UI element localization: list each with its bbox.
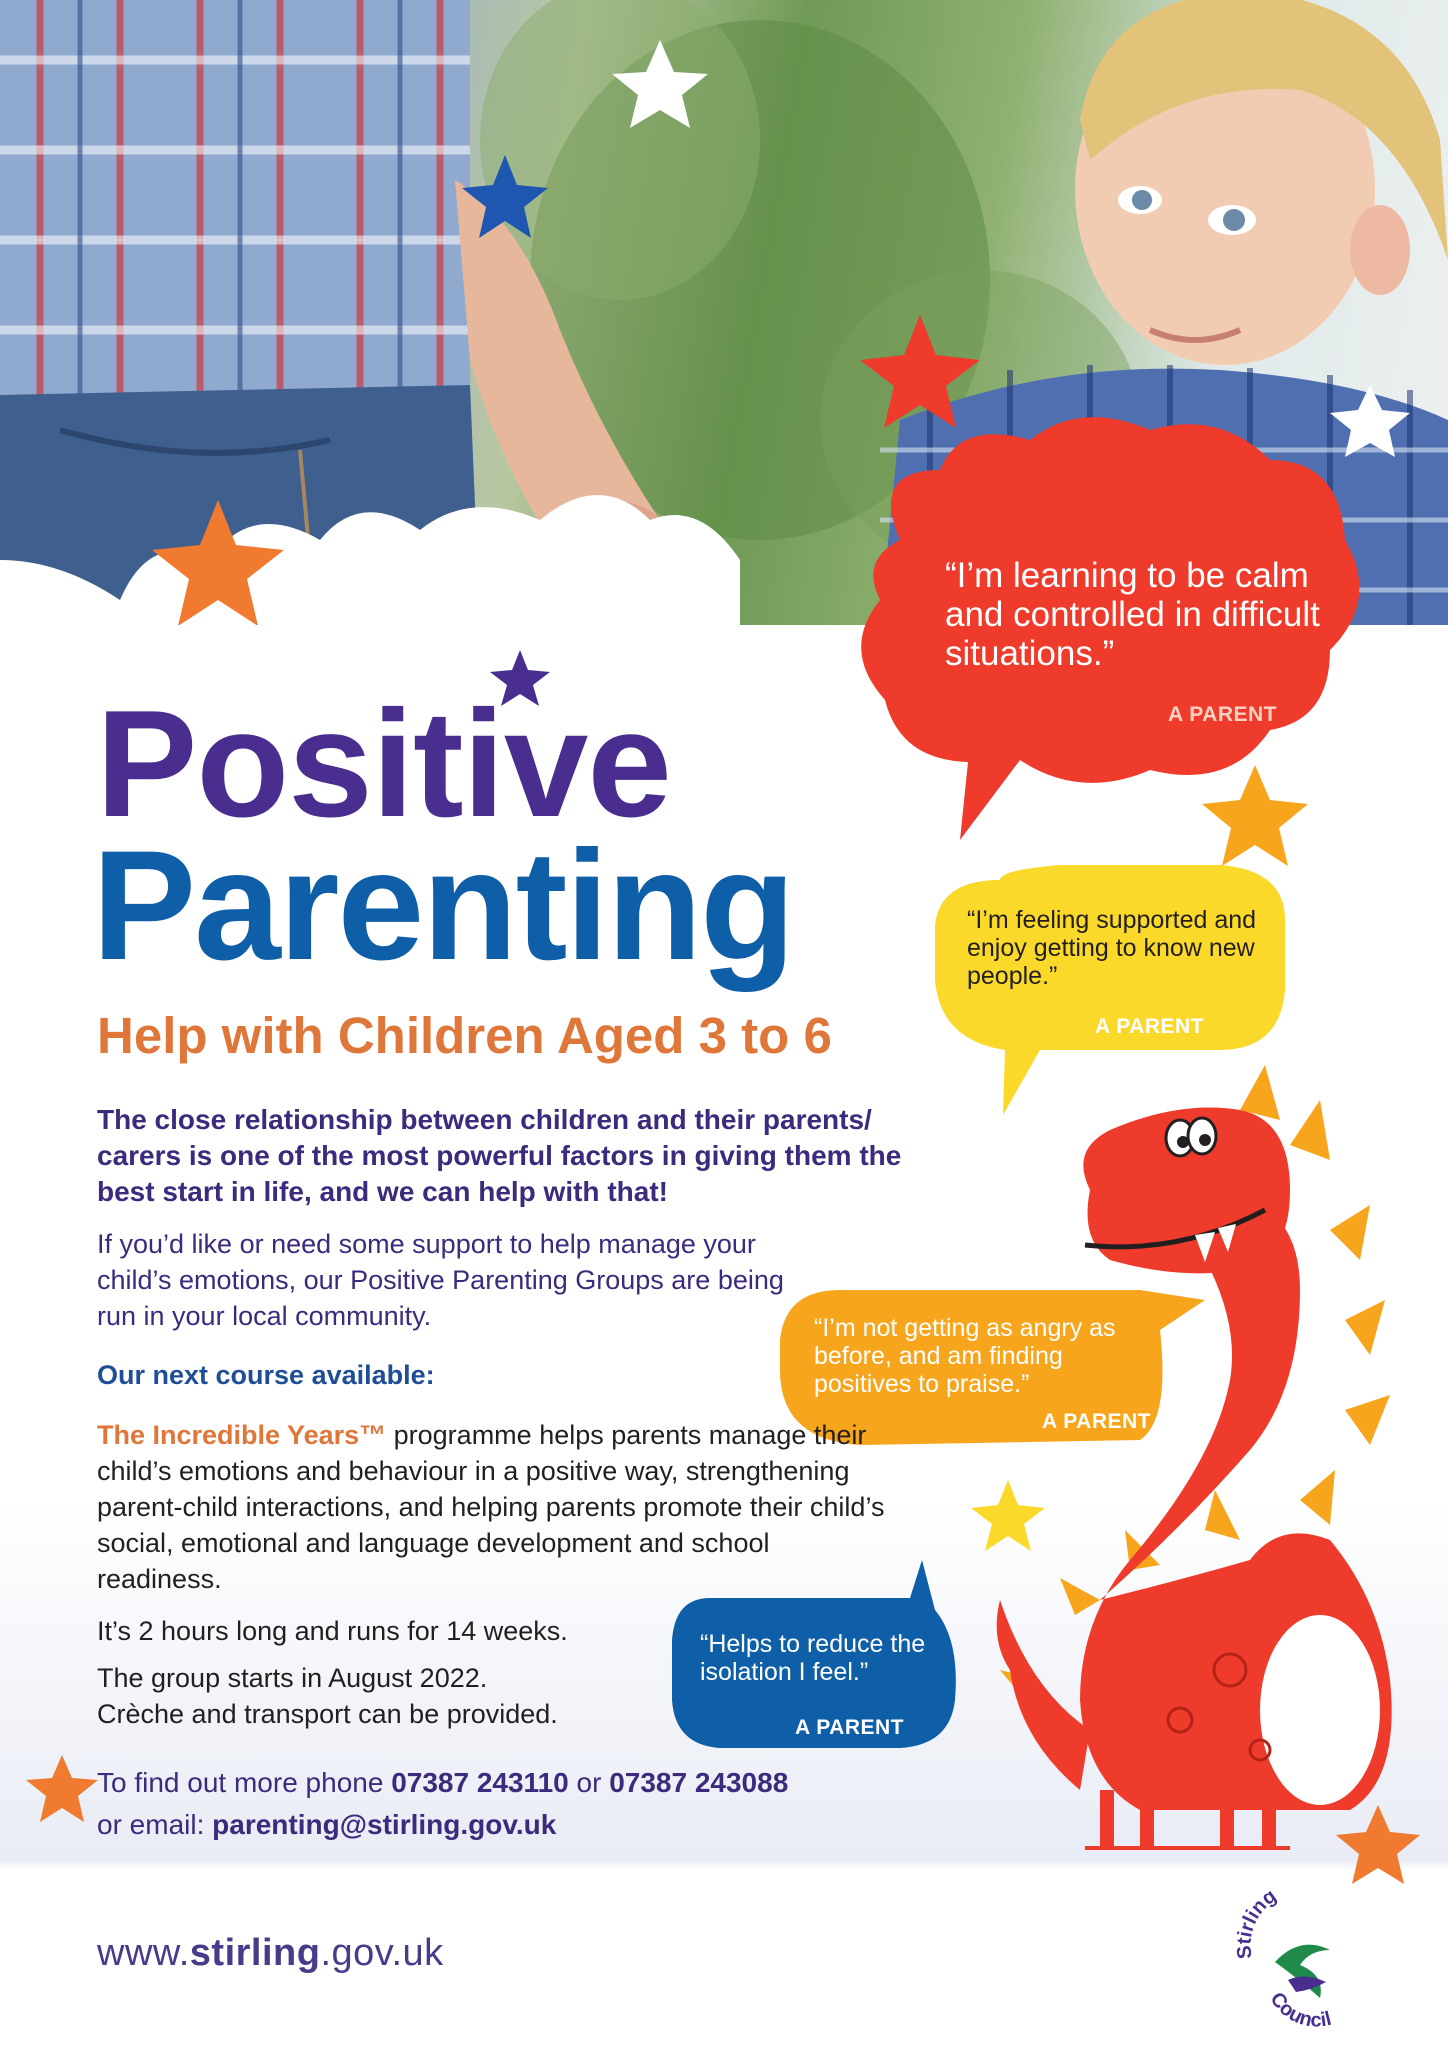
quote-3-text: “I’m not getting as angry as before, and am finding positives to praise.” [814,1314,1116,1398]
stirling-council-logo [1230,1880,1380,2030]
quote-4-attribution: A PARENT [795,1716,904,1739]
orange-corner-star-icon [1336,1805,1420,1884]
email-prefix: or email: [97,1809,213,1840]
website-prefix: www. [97,1932,190,1974]
subtitle: Help with Children Aged 3 to 6 [97,1007,832,1064]
creche-line: Crèche and transport can be provided. [97,1699,558,1729]
yellow-star-icon [971,1480,1045,1551]
phone-prefix: To find out more phone [97,1767,392,1798]
programme-description: programme helps parents manage their child’s emotions and behaviour in a positive way, strengthening parent-child interactions, and helping parents promote their child’s social, emotional and language development and school readiness. [97,1420,885,1594]
orange-star-icon [26,1755,98,1822]
amber-star-icon [1202,765,1308,866]
email-line [97,1804,997,1846]
logo-bottom-text: Council [1265,1988,1334,2030]
start-line: The group starts in August 2022. [97,1663,488,1693]
phone-or: or [568,1767,610,1798]
website-link[interactable] [97,1932,444,1975]
quote-3-attribution: A PARENT [1042,1410,1151,1433]
programme-paragraph [97,1417,897,1597]
support-paragraph: If you’d like or need some support to help manage your child’s emotions, our Positive Parenting Groups are being run in your local community. [97,1229,784,1331]
duration-text: It’s 2 hours long and runs for 14 weeks. [97,1616,568,1646]
phone-line [97,1762,997,1804]
dinosaur-illustration [997,1065,1392,1850]
contact-block [97,1762,997,1846]
phone-number-1[interactable]: 07387 243110 [391,1767,569,1798]
next-course-heading: Our next course available: [97,1360,435,1390]
email-link[interactable]: parenting@stirling.gov.uk [212,1809,557,1840]
yellow-speech-bubble [935,865,1285,1115]
logo-top-text: Stirling [1233,1884,1281,1961]
group-start-block [97,1660,558,1732]
website-suffix: .gov.uk [320,1932,444,1974]
website-domain-bold: stirling [189,1932,321,1974]
title-parenting: Parenting [92,819,794,993]
programme-name: The Incredible Years™ [97,1420,387,1450]
quote-2-text: “I’m feeling supported and enjoy getting to know new people.” [967,906,1257,990]
title-positive: Positive [96,679,671,849]
quote-1-text: “I’m learning to be calm and controlled in difficult situations.” [945,556,1320,674]
phone-number-2[interactable]: 07387 243088 [609,1767,789,1798]
quote-4-text: “Helps to reduce the isolation I feel.” [700,1630,926,1686]
quote-1-attribution: A PARENT [1168,703,1277,726]
intro-paragraph: The close relationship between children and their parents/ carers is one of the most powerful factors in giving them the best start in life, and we can help with that! [97,1104,902,1207]
quote-2-attribution: A PARENT [1095,1015,1204,1038]
